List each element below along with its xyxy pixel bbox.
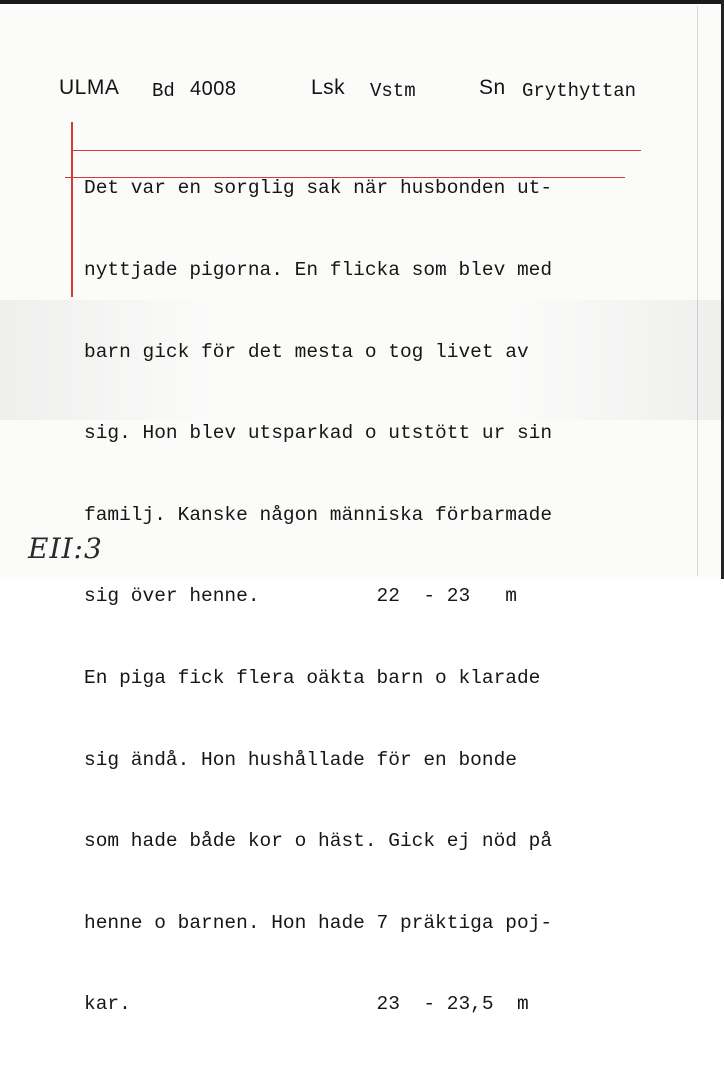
body-line: barn gick för det mesta o tog livet av [84, 340, 529, 363]
bd-value: 4008 [190, 78, 237, 100]
body-line: nyttjade pigorna. En flicka som blev med [84, 259, 553, 281]
lsk-value: Vstm [370, 80, 416, 102]
body-line: sig. Hon blev utsparkad o utstött ur sin [84, 422, 553, 445]
card-top-edge [0, 0, 724, 4]
bd-label: Bd [152, 80, 175, 102]
body-line: sig ändå. Hon hushållade för en bonde [84, 748, 517, 771]
body-line: familj. Kanske någon människa förbarmade [84, 503, 553, 526]
card-header [0, 76, 724, 106]
sn-label: Sn [479, 76, 506, 99]
handwritten-signature: EII:3 [28, 532, 103, 565]
body-line: Det var en sorglig sak när husbonden ut- [84, 177, 553, 200]
body-line: kar. 23 - 23,5 m [84, 993, 529, 1016]
sn-value: Grythyttan [522, 80, 637, 102]
archive-title: ULMA [59, 76, 120, 99]
body-line: En piga fick flera oäkta barn o klarade [84, 666, 541, 689]
lsk-label: Lsk [311, 76, 346, 99]
body-line: som hade både kor o häst. Gick ej nöd på [84, 830, 553, 853]
body-line: sig över henne. 22 - 23 m [84, 585, 517, 608]
card-body-text [84, 121, 552, 1073]
red-margin-line [71, 122, 73, 297]
body-line: henne o barnen. Hon hade 7 präktiga poj- [84, 911, 553, 934]
